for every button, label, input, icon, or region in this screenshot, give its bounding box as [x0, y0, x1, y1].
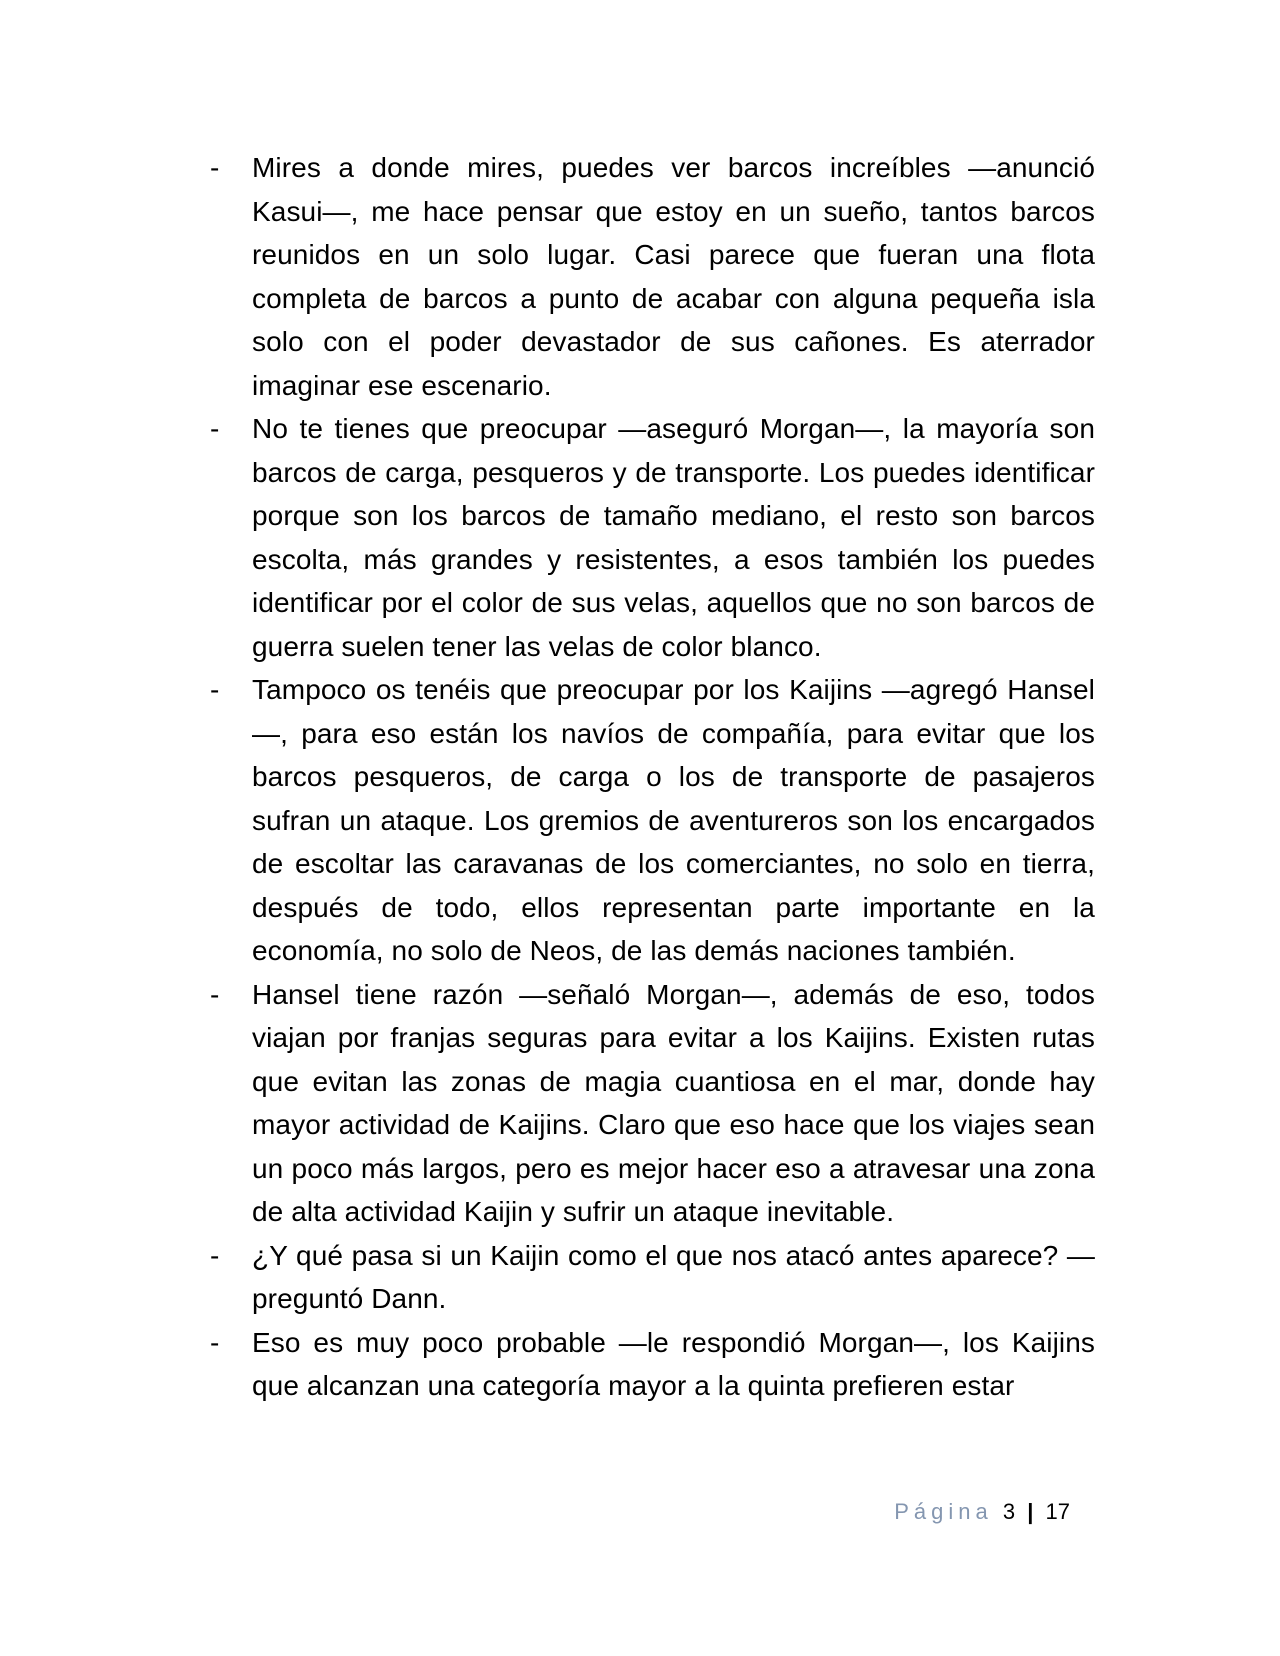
dialogue-paragraph-4 [210, 973, 1095, 1234]
dialogue-text: Mires a donde mires, puedes ver barcos increíbles —anunció Kasui—, me hace pensar que estoy en un sueño, tantos barcos reunidos en un solo lugar. Casi parece que fueran una flota completa de barcos a punto de acabar con alguna pequeña isla solo con el poder devastador de sus cañones. Es aterrador imaginar ese escenario. [252, 152, 1095, 401]
dialogue-paragraph-6 [210, 1321, 1095, 1408]
dialogue-text: No te tienes que preocupar —aseguró Morgan—, la mayoría son barcos de carga, pesqueros y de transporte. Los puedes identificar porque son los barcos de tamaño mediano, el resto son barcos escolta, más grandes y resistentes, a esos también los puedes identificar por el color de sus velas, aquellos que no son barcos de guerra suelen tener las velas de color blanco. [252, 413, 1095, 662]
dialogue-dash: - [210, 978, 220, 1010]
page-separator: | [1027, 1499, 1034, 1524]
dialogue-paragraph-1 [210, 146, 1095, 407]
dialogue-text: Tampoco os tenéis que preocupar por los Kaijins —agregó Hansel—, para eso están los navíos de compañía, para evitar que los barcos pesqueros, de carga o los de transporte de pasajeros sufran un ataque. Los gremios de aventureros son los encargados de escoltar las caravanas de los comerciantes, no solo en tierra, después de todo, ellos representan parte importante en la economía, no solo de Neos, de las demás naciones también. [252, 674, 1095, 966]
current-page-number: 3 [1002, 1499, 1016, 1524]
dialogue-dash: - [210, 152, 220, 183]
dialogue-paragraph-2 [210, 407, 1095, 668]
page-label: Página [894, 1499, 993, 1524]
page-number-footer [894, 1498, 1070, 1526]
dialogue-text: ¿Y qué pasa si un Kaijin como el que nos atacó antes aparece? —preguntó Dann. [252, 1239, 1095, 1314]
dialogue-dash: - [210, 413, 220, 444]
dialogue-dash: - [210, 1239, 220, 1271]
dialogue-paragraph-3 [210, 668, 1095, 973]
dialogue-paragraph-5 [210, 1234, 1095, 1321]
page-body [210, 146, 1095, 1408]
dialogue-dash: - [210, 1326, 220, 1358]
total-page-count: 17 [1045, 1499, 1070, 1524]
dialogue-text: Hansel tiene razón —señaló Morgan—, además de eso, todos viajan por franjas seguras para evitar a los Kaijins. Existen rutas que evitan las zonas de magia cuantiosa en el mar, donde hay mayor actividad de Kaijins. Claro que eso hace que los viajes sean un poco más largos, pero es mejor hacer eso a atravesar una zona de alta actividad Kaijin y sufrir un ataque inevitable. [252, 978, 1095, 1227]
dialogue-dash: - [210, 674, 220, 705]
dialogue-text: Eso es muy poco probable —le respondió Morgan—, los Kaijins que alcanzan una categoría mayor a la quinta prefieren estar [252, 1326, 1095, 1401]
